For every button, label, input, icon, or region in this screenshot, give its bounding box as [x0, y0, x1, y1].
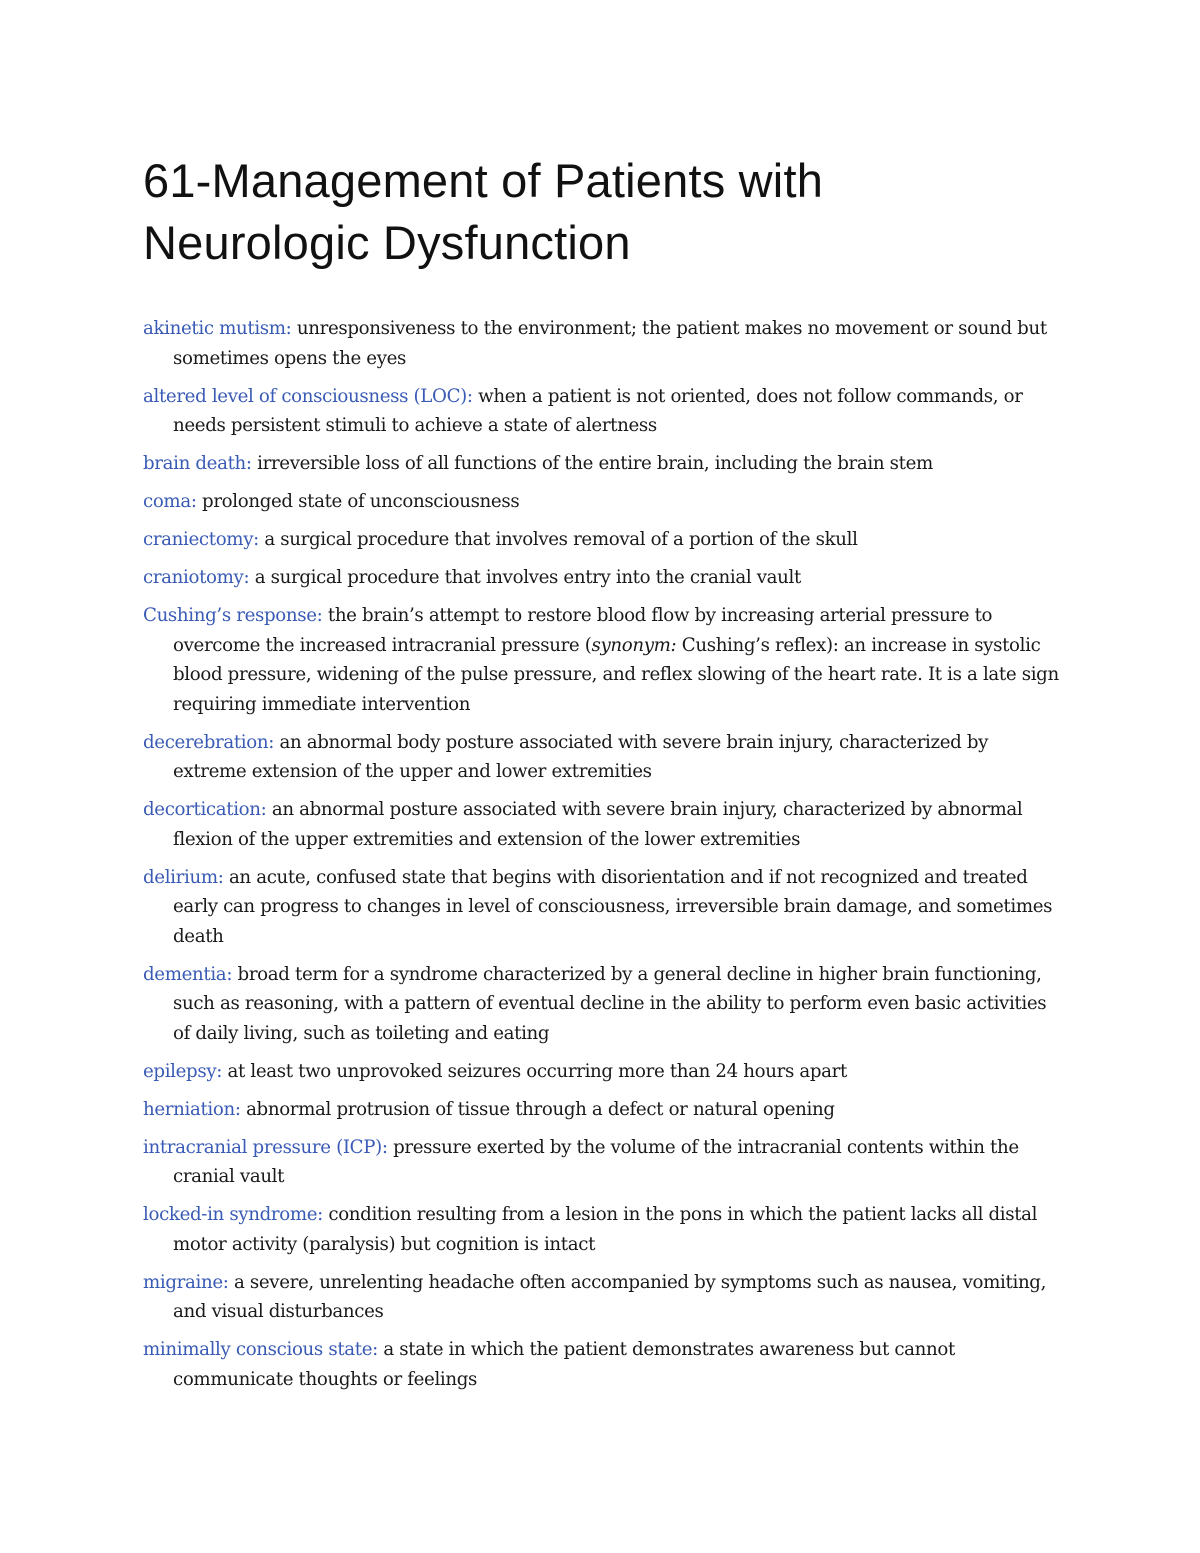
- glossary-term: craniotomy: [143, 567, 244, 588]
- glossary-definition: abnormal protrusion of tissue through a defect or natural opening: [246, 1098, 835, 1120]
- glossary-term: minimally conscious state: [143, 1339, 373, 1360]
- glossary-definition: an acute, confused state that begins with disorientation and if not recognized and treated early can progress to changes in level of consciousness, irreversible brain damage, and sometimes death: [173, 866, 1053, 947]
- glossary-definition: unresponsiveness to the environment; the patient makes no movement or sound but sometimes opens the eyes: [173, 318, 1047, 369]
- synonym-label: synonym:: [591, 634, 677, 656]
- glossary-definition: an abnormal posture associated with severe brain injury, characterized by abnormal flexion of the upper extremities and extension of the lower extremities: [173, 799, 1023, 850]
- glossary-entry-akinetic-mutism: akinetic mutism: unresponsiveness to the environment; the patient makes no movement or sound but sometimes opens the eyes: [143, 318, 1047, 369]
- glossary-term: craniectomy: [143, 529, 254, 550]
- glossary-term: epilepsy: [143, 1060, 217, 1082]
- glossary-entry-locked-in-syndrome: locked-in syndrome: condition resulting from a lesion in the pons in which the patient lacks all distal motor activity (paralysis) but cognition is intact: [143, 1204, 1038, 1255]
- glossary-entry-craniectomy: craniectomy: a surgical procedure that involves removal of a portion of the skull: [143, 529, 858, 550]
- glossary-entry-minimally-conscious-state: minimally conscious state: a state in which the patient demonstrates awareness but cannot communicate thoughts or feelings: [143, 1339, 955, 1390]
- glossary-term: locked-in syndrome: [143, 1204, 318, 1225]
- glossary-definition: when a patient is not oriented, does not follow commands, or needs persistent stimuli to achieve a state of alertness: [173, 385, 1023, 436]
- title-line-2: Neurologic Dysfunction: [143, 216, 631, 269]
- glossary-entry-craniotomy: craniotomy: a surgical procedure that involves entry into the cranial vault: [143, 567, 801, 588]
- glossary-definition: a surgical procedure that involves removal of a portion of the skull: [264, 529, 858, 550]
- glossary-definition: condition resulting from a lesion in the pons in which the patient lacks all distal motor activity (paralysis) but cognition is intact: [173, 1204, 1038, 1255]
- glossary-definition-continued: Cushing’s reflex): an increase in systolic blood pressure, widening of the pulse pressure, and reflex slowing of the heart rate. It is a late sign requiring immediate intervention: [173, 634, 1059, 715]
- glossary-term: decortication: [143, 799, 261, 820]
- glossary-definition: pressure exerted by the volume of the intracranial contents within the cranial vault: [173, 1136, 1019, 1187]
- glossary-definition: irreversible loss of all functions of the entire brain, including the brain stem: [257, 453, 933, 474]
- glossary-term: herniation: [143, 1098, 235, 1120]
- glossary-definition: a surgical procedure that involves entry into the cranial vault: [254, 567, 801, 588]
- glossary-term: akinetic mutism: [143, 318, 286, 339]
- glossary-definition: a severe, unrelenting headache often accompanied by symptoms such as nausea, vomiting, and visual disturbances: [173, 1271, 1047, 1322]
- glossary-definition: prolonged state of unconsciousness: [202, 491, 520, 512]
- page-title: [143, 150, 1063, 274]
- glossary-list: [143, 314, 1063, 1394]
- glossary-entry-dementia: dementia: broad term for a syndrome characterized by a general decline in higher brain functioning, such as reasoning, with a pattern of eventual decline in the ability to perform even basic activities of daily living, such as toileting and eating: [143, 963, 1047, 1044]
- glossary-term: altered level of consciousness (LOC): [143, 385, 467, 407]
- glossary-term: Cushing’s response: [143, 605, 317, 626]
- glossary-definition: a state in which the patient demonstrates awareness but cannot communicate thoughts or feelings: [173, 1339, 955, 1390]
- glossary-term: brain death: [143, 453, 246, 474]
- glossary-entry-delirium: delirium: an acute, confused state that begins with disorientation and if not recognized and treated early can progress to changes in level of consciousness, irreversible brain damage, and sometimes death: [143, 866, 1053, 947]
- glossary-entry-cushings-response: Cushing’s response: the brain’s attempt to restore blood flow by increasing arterial pressure to overcome the increased intracranial pressure (synonym: Cushing’s reflex): an increase in systolic blood pressure, widening of the pulse pressure, and reflex slowing of the heart rate. It is a late sign requiring immediate intervention: [143, 605, 1059, 715]
- glossary-entry-herniation: herniation: abnormal protrusion of tissue through a defect or natural opening: [143, 1098, 835, 1120]
- glossary-entry-altered-loc: altered level of consciousness (LOC): when a patient is not oriented, does not follow commands, or needs persistent stimuli to achieve a state of alertness: [143, 385, 1023, 436]
- glossary-term: decerebration: [143, 731, 269, 753]
- glossary-entry-brain-death: brain death: irreversible loss of all functions of the entire brain, including the brain stem: [143, 453, 933, 474]
- glossary-term: dementia: [143, 963, 227, 985]
- glossary-entry-icp: intracranial pressure (ICP): pressure exerted by the volume of the intracranial contents within the cranial vault: [143, 1136, 1019, 1187]
- glossary-term: migraine: [143, 1271, 223, 1293]
- glossary-entry-epilepsy: epilepsy: at least two unprovoked seizures occurring more than 24 hours apart: [143, 1060, 847, 1082]
- glossary-term: intracranial pressure (ICP): [143, 1136, 382, 1158]
- glossary-definition: the brain’s attempt to restore blood flow by increasing arterial pressure to overcome the increased intracranial pressure (: [173, 605, 993, 656]
- glossary-definition: an abnormal body posture associated with severe brain injury, characterized by extreme extension of the upper and lower extremities: [173, 731, 989, 782]
- title-line-1: 61-Management of Patients with: [143, 154, 824, 207]
- glossary-definition: broad term for a syndrome characterized by a general decline in higher brain functioning, such as reasoning, with a pattern of eventual decline in the ability to perform even basic activities of daily living, such as toileting and eating: [173, 963, 1047, 1044]
- glossary-entry-decerebration: decerebration: an abnormal body posture associated with severe brain injury, characterized by extreme extension of the upper and lower extremities: [143, 731, 989, 782]
- glossary-term: coma: [143, 491, 191, 512]
- glossary-entry-migraine: migraine: a severe, unrelenting headache often accompanied by symptoms such as nausea, vomiting, and visual disturbances: [143, 1271, 1047, 1322]
- glossary-term: delirium: [143, 866, 218, 888]
- glossary-entry-decortication: decortication: an abnormal posture associated with severe brain injury, characterized by abnormal flexion of the upper extremities and extension of the lower extremities: [143, 799, 1023, 850]
- glossary-definition: at least two unprovoked seizures occurring more than 24 hours apart: [227, 1060, 847, 1082]
- glossary-entry-coma: coma: prolonged state of unconsciousness: [143, 491, 520, 512]
- document-page: [143, 150, 1063, 1403]
